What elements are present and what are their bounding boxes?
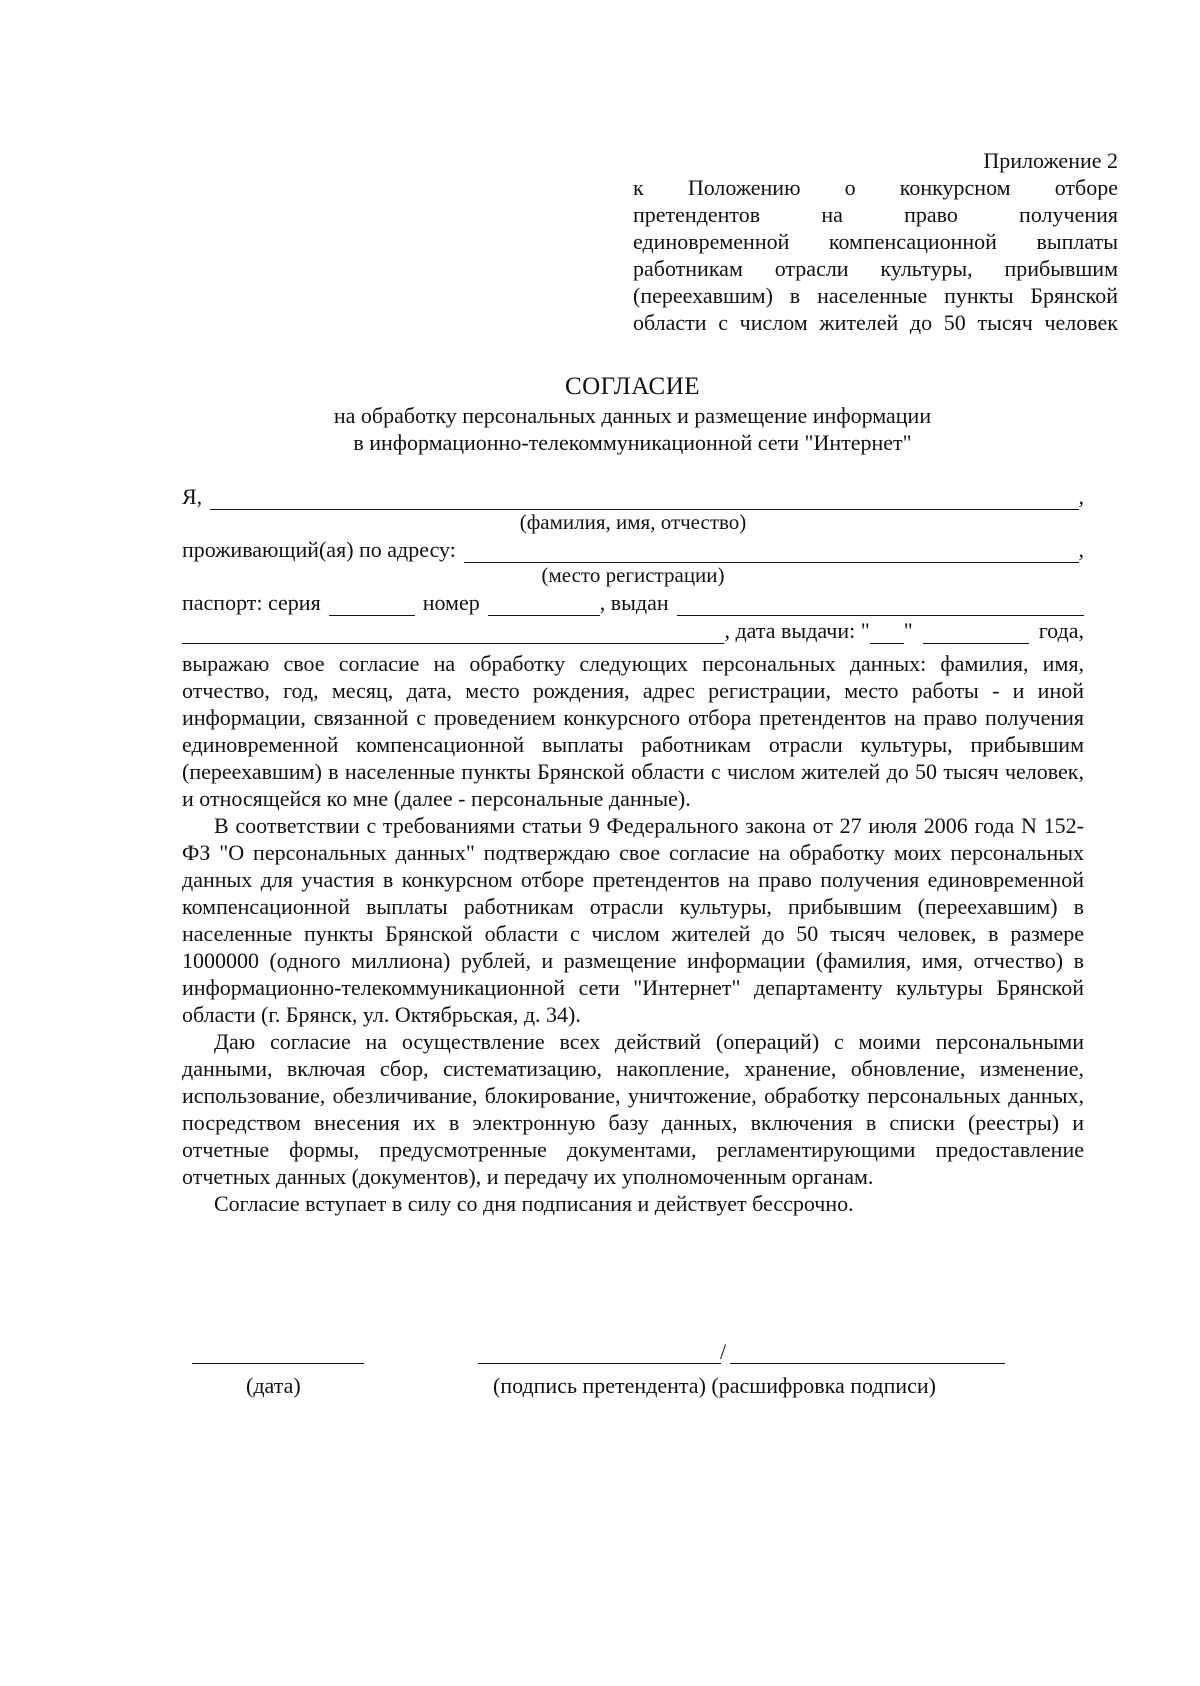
date-caption: (дата) bbox=[246, 1373, 301, 1398]
document-title: СОГЛАСИЕ bbox=[564, 373, 701, 400]
document-subtitle-line: на обработку персональных данных и размещение информации bbox=[333, 403, 932, 428]
name-caption: (фамилия, имя, отчество) bbox=[519, 510, 747, 534]
consent-paragraph: выражаю свое согласие на обработку следующих персональных данных: фамилия, имя, отчество, год, месяц, дата, место рождения, адрес регистрации, место работы - и иной информации, связанной с проведением конкурсного отбора претендентов на право получения единовременной компенсационной выплаты работникам отрасли культуры, прибывшим (переехавшим) в населенные пункты Брянской области с числом жителей до 50 тысяч человек, и относящейся ко мне (далее - персональные данные). bbox=[182, 651, 1084, 811]
address-comma: , bbox=[1078, 537, 1084, 562]
appendix-header bbox=[633, 147, 1118, 336]
appendix-reference-line: к Положению о конкурсном отборе bbox=[633, 175, 1118, 200]
address-field[interactable] bbox=[464, 542, 1079, 563]
personal-info-fields bbox=[182, 482, 1084, 644]
full-name-field[interactable] bbox=[210, 489, 1078, 510]
name-row bbox=[182, 482, 1084, 510]
passport-issued-label: , выдан bbox=[599, 590, 669, 615]
appendix-reference-line: претендентов на право получения bbox=[633, 202, 1118, 227]
signature-decoding-line[interactable] bbox=[730, 1362, 1005, 1364]
name-prefix: Я, bbox=[182, 484, 203, 509]
passport-series-field[interactable] bbox=[329, 595, 415, 616]
appendix-reference-line: (переехавшим) в населенные пункты Брянской bbox=[633, 283, 1118, 308]
consent-paragraph: Даю согласие на осуществление всех действий (операций) с моими персональными данными, включая сбор, систематизацию, накопление, хранение, обновление, изменение, использование, обезличивание, блокирование, уничтожение, обработку персональных данных, посредством внесения их в электронную базу данных, включения в списки (реестры) и отчетные формы, предусмотренные документами, регламентирующими предоставление отчетных данных (документов), и передачу их уполномоченным органам. bbox=[182, 1029, 1084, 1189]
signature-caption: (подпись претендента) (расшифровка подписи) bbox=[493, 1373, 936, 1398]
document-subtitle-line: в информационно-телекоммуникационной сети "Интернет" bbox=[353, 430, 912, 455]
issue-day-field[interactable] bbox=[870, 623, 904, 644]
issue-month-field[interactable] bbox=[923, 623, 1029, 644]
appendix-reference-line: единовременной компенсационной выплаты bbox=[633, 229, 1118, 254]
name-comma: , bbox=[1078, 484, 1084, 509]
issue-date-label: , дата выдачи: " bbox=[724, 618, 870, 643]
address-row bbox=[182, 535, 1084, 563]
appendix-number: Приложение 2 bbox=[983, 148, 1118, 173]
passport-issue-row bbox=[182, 616, 1084, 644]
address-caption: (место регистрации) bbox=[541, 563, 725, 587]
document-heading bbox=[180, 373, 1085, 456]
consent-paragraph: Согласие вступает в силу со дня подписания и действует бессрочно. bbox=[214, 1191, 854, 1216]
passport-issued-by-field-continued[interactable] bbox=[182, 623, 724, 644]
signature-line[interactable] bbox=[478, 1362, 721, 1364]
passport-series-label: паспорт: серия bbox=[182, 590, 321, 615]
date-line[interactable] bbox=[192, 1362, 364, 1364]
passport-number-label: номер bbox=[422, 590, 480, 615]
passport-row bbox=[182, 588, 1084, 616]
signature-separator: / bbox=[720, 1339, 727, 1364]
appendix-reference-line: работникам отрасли культуры, прибывшим bbox=[633, 256, 1118, 281]
passport-issued-by-field[interactable] bbox=[677, 595, 1084, 616]
issue-year-label: года, bbox=[1038, 618, 1084, 643]
passport-number-field[interactable] bbox=[488, 595, 600, 616]
consent-paragraph: В соответствии с требованиями статьи 9 Федерального закона от 27 июля 2006 года N 152-ФЗ "О персональных данных" подтверждаю свое согласие на обработку моих персональных данных для участия в конкурсном отборе претендентов на право получения единовременной компенсационной выплаты работникам отрасли культуры, прибывшим (переехавшим) в населенные пункты Брянской области с числом жителей до 50 тысяч человек, в размере 1000000 (одного миллиона) рублей, и размещение информации (фамилия, имя, отчество) в информационно-телекоммуникационной сети "Интернет" департаменту культуры Брянской области (г. Брянск, ул. Октябрьская, д. 34). bbox=[182, 813, 1084, 1027]
issue-date-quote: " bbox=[903, 618, 913, 643]
consent-body bbox=[182, 650, 1084, 1217]
address-label: проживающий(ая) по адресу: bbox=[182, 537, 456, 562]
appendix-reference-line: области с числом жителей до 50 тысяч человек bbox=[633, 310, 1118, 335]
